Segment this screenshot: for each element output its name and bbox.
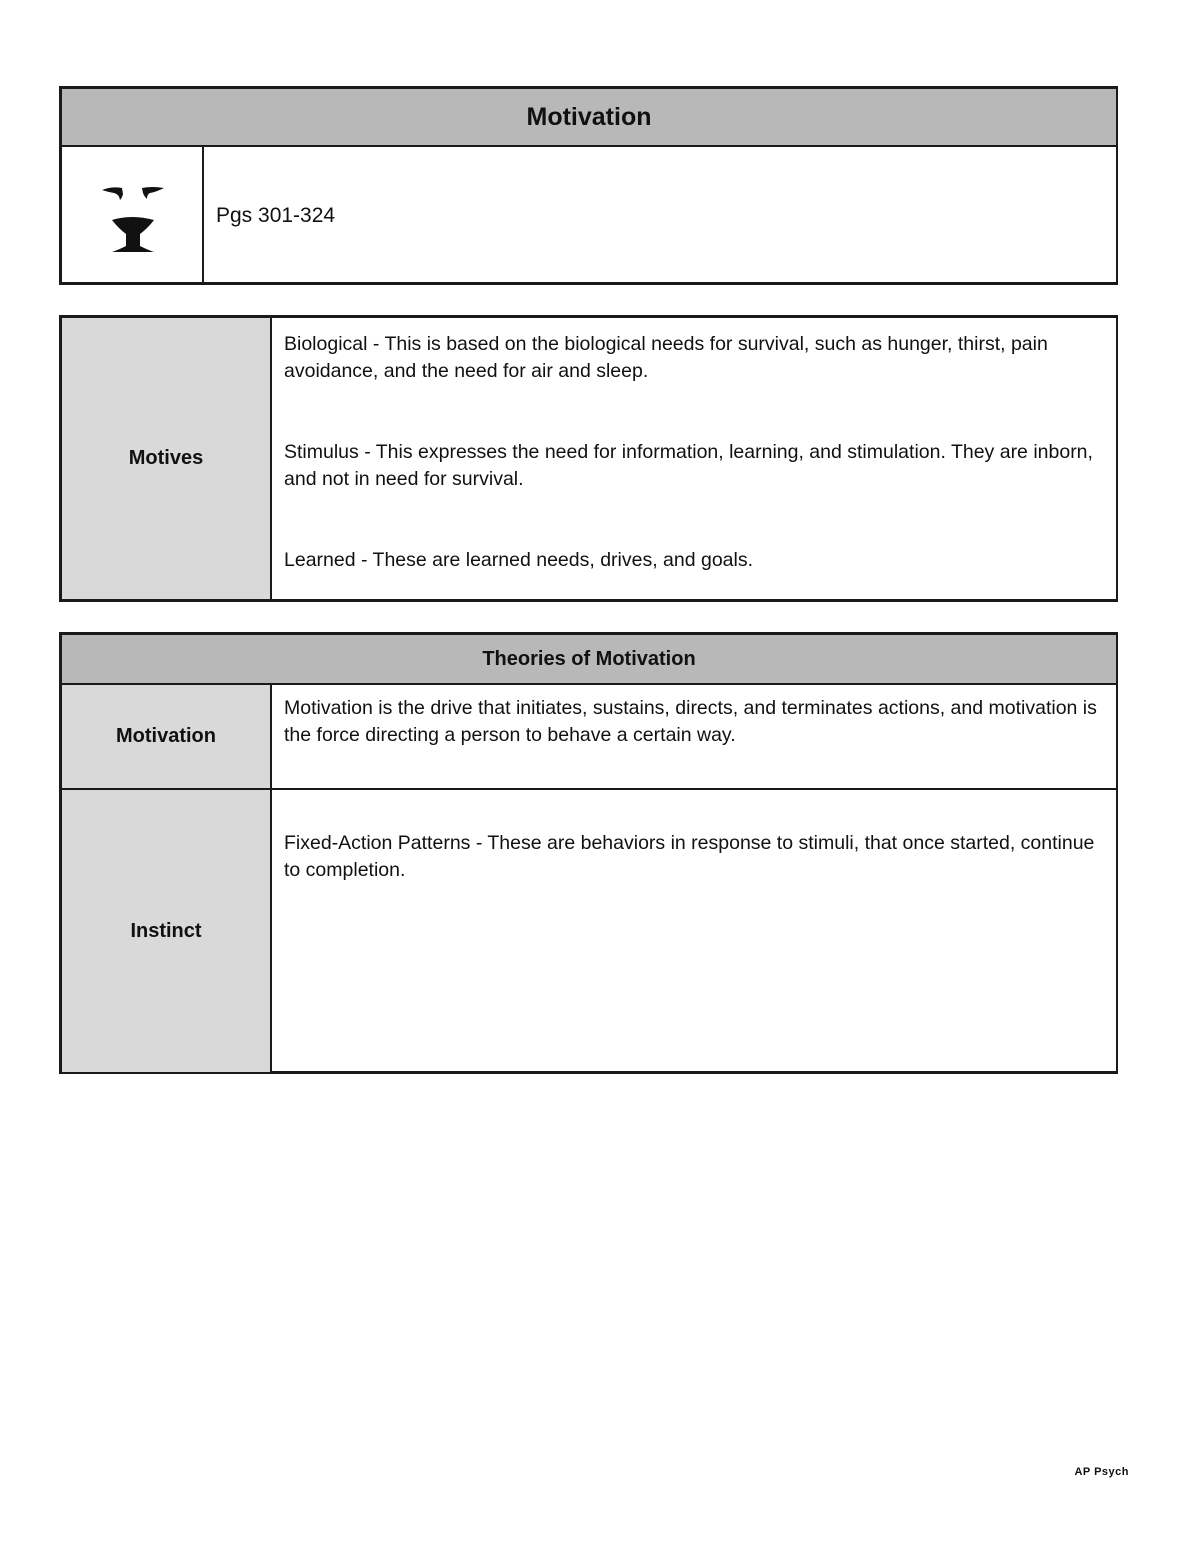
- theories-title: Theories of Motivation: [62, 635, 1116, 685]
- motive-stimulus: Stimulus - This expresses the need for information, learning, and stimulation. They are inborn, and not in need for survival.: [284, 441, 1093, 490]
- motives-label: Motives: [62, 318, 272, 599]
- lion-face-icon: [92, 176, 172, 256]
- theory-row-motivation: [62, 685, 1116, 790]
- theory-text-instinct: [272, 790, 1116, 1072]
- title-table: [59, 86, 1118, 285]
- motives-content: [272, 318, 1116, 599]
- theory-label-motivation: Motivation: [62, 685, 272, 788]
- footer-course-label: AP Psych: [1074, 1466, 1129, 1478]
- motive-learned: Learned - These are learned needs, drives, and goals.: [284, 549, 754, 571]
- theory-text-motivation: [272, 685, 1116, 788]
- motivation-definition: Motivation is the drive that initiates, sustains, directs, and terminates actions, and motivation is the force directing a person to behave a certain way.: [284, 697, 1097, 746]
- theories-table: [59, 632, 1118, 1074]
- motive-biological: Biological - This is based on the biological needs for survival, such as hunger, thirst, pain avoidance, and the need for air and sleep.: [284, 333, 1048, 382]
- page-title: Motivation: [62, 89, 1116, 147]
- instinct-definition: Fixed-Action Patterns - These are behaviors in response to stimuli, that once started, continue to completion.: [284, 832, 1095, 881]
- theory-label-instinct: Instinct: [62, 790, 272, 1072]
- logo-cell: [62, 147, 204, 284]
- page-range: Pgs 301-324: [216, 203, 336, 227]
- title-info-row: [62, 147, 1116, 284]
- motives-table: [59, 315, 1118, 602]
- theory-row-instinct: [62, 790, 1116, 1072]
